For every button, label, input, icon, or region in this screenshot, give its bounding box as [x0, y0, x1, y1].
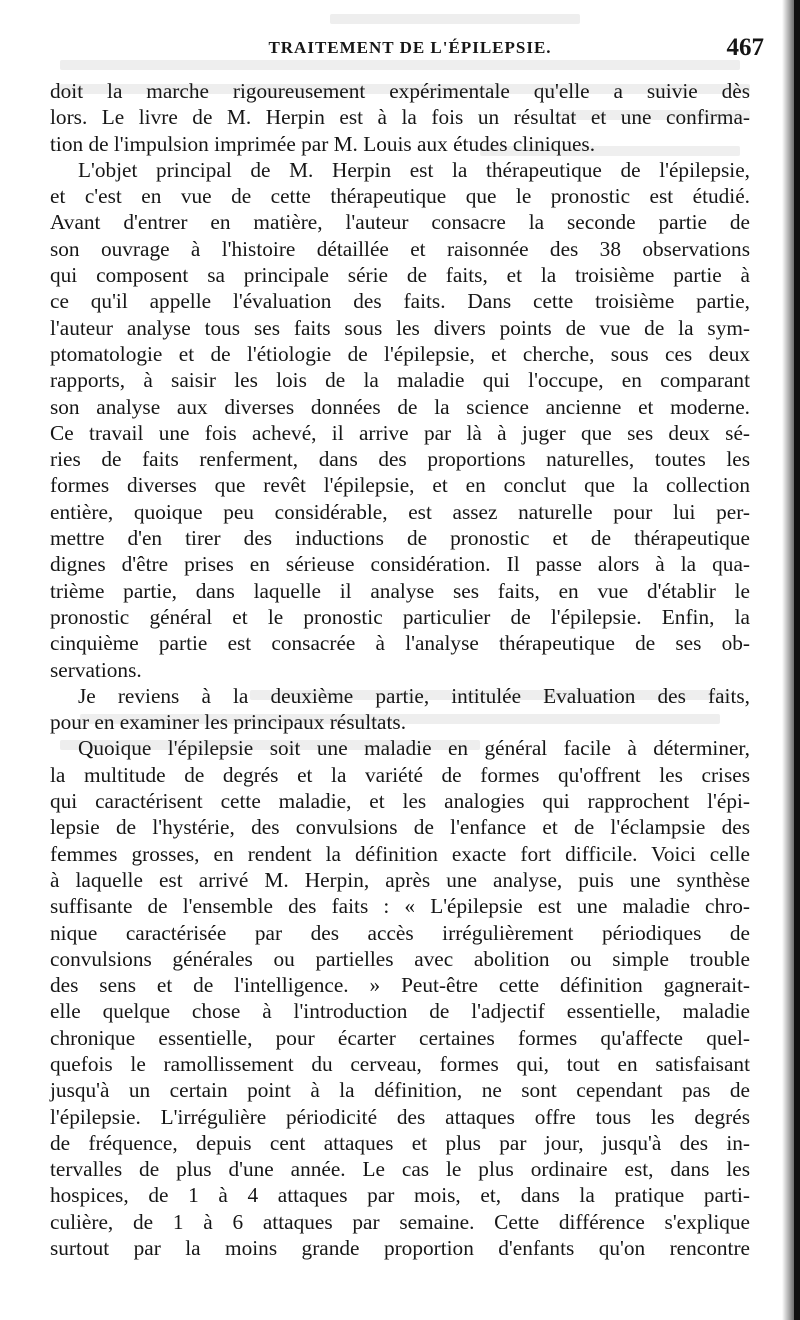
- text-line: qui composent sa principale série de faits, et la troisième partie à: [50, 263, 750, 288]
- text-line: pour en examiner les principaux résultats.: [50, 710, 407, 735]
- text-line: entière, quoique peu considérable, est assez naturelle pour lui per-: [50, 499, 750, 524]
- text-line: elle quelque chose à l'introduction de l'adjectif essentielle, maladie: [50, 999, 750, 1024]
- text-line: dignes d'être prises en sérieuse considération. Il passe alors à la qua-: [50, 552, 750, 577]
- text-line: convulsions générales ou partielles avec abolition ou simple trouble: [50, 946, 750, 971]
- text-line: ptomatologie et de l'étiologie de l'épilepsie, et cherche, sous ces deux: [50, 341, 750, 366]
- text-line: la multitude de degrés et la variété de formes qu'offrent les crises: [50, 762, 750, 787]
- text-line: son ouvrage à l'histoire détaillée et raisonnée des 38 observations: [50, 236, 750, 261]
- text-line: jusqu'à un certain point à la définition, ne sont cependant pas de: [50, 1078, 750, 1103]
- text-line: chronique essentielle, pour écarter certaines formes qu'affecte quel-: [50, 1025, 750, 1050]
- text-line: servations.: [50, 657, 142, 682]
- text-line: des sens et de l'intelligence. » Peut-être cette définition gagnerait-: [50, 973, 750, 998]
- text-line: son analyse aux diverses données de la science ancienne et moderne.: [50, 394, 750, 419]
- text-line: de fréquence, depuis cent attaques et plus par jour, jusqu'à des in-: [50, 1130, 750, 1155]
- text-line: ries de faits renferment, dans des proportions naturelles, toutes les: [50, 447, 750, 472]
- text-line: hospices, de 1 à 4 attaques par mois, et, dans la pratique parti-: [50, 1183, 750, 1208]
- text-line: L'objet principal de M. Herpin est la thérapeutique de l'épilepsie,: [78, 157, 750, 182]
- text-line: cinquième partie est consacrée à l'analyse thérapeutique de ses ob-: [50, 631, 750, 656]
- text-line: culière, de 1 à 6 attaques par semaine. Cette différence s'explique: [50, 1209, 750, 1234]
- text-line: Quoique l'épilepsie soit une maladie en général facile à déterminer,: [78, 736, 750, 761]
- text-line: suffisante de l'ensemble des faits : « L'épilepsie est une maladie chro-: [50, 894, 750, 919]
- text-line: surtout par la moins grande proportion d'enfants qu'on rencontre: [50, 1236, 750, 1261]
- text-line: trième partie, dans laquelle il analyse ses faits, en vue d'établir le: [50, 578, 750, 603]
- text-line: mettre d'en tirer des inductions de pronostic et de thérapeutique: [50, 526, 750, 551]
- text-line: formes diverses que revêt l'épilepsie, et en conclut que la collection: [50, 473, 750, 498]
- text-line: rapports, à saisir les lois de la maladie qui l'occupe, en comparant: [50, 368, 750, 393]
- page-edge: [794, 0, 800, 1320]
- text-line: ce qu'il appelle l'évaluation des faits. Dans cette troisième partie,: [50, 289, 750, 314]
- page-number: 467: [726, 34, 764, 61]
- text-line: doit la marche rigoureusement expérimentale qu'elle a suivie dès: [50, 79, 750, 103]
- text-line: l'épilepsie. L'irrégulière périodicité des attaques offre tous les degrés: [50, 1104, 750, 1129]
- text-line: qui caractérisent cette maladie, et les analogies qui rapprochent l'épi-: [50, 789, 750, 814]
- text-line: pronostic général et le pronostic particulier de l'épilepsie. Enfin, la: [50, 604, 750, 629]
- text-line: lepsie de l'hystérie, des convulsions de l'enfance et de l'éclampsie des: [50, 815, 750, 840]
- body-text: [50, 78, 750, 1261]
- page-header: [50, 34, 770, 74]
- text-line: Je reviens à la deuxième partie, intitulée Evaluation des faits,: [78, 683, 750, 708]
- text-line: femmes grosses, en rendent la définition exacte fort difficile. Voici celle: [50, 841, 750, 866]
- text-line: lors. Le livre de M. Herpin est à la fois un résultat et une confirma-: [50, 105, 750, 130]
- text-line: et c'est en vue de cette thérapeutique que le pronostic est étudié.: [50, 184, 750, 209]
- text-line: Ce travail une fois achevé, il arrive par là à juger que ses deux sé-: [50, 420, 750, 445]
- text-line: à laquelle est arrivé M. Herpin, après une analyse, puis une synthèse: [50, 867, 750, 892]
- text-line: quefois le ramollissement du cerveau, formes qui, tout en satisfaisant: [50, 1051, 750, 1076]
- text-line: tion de l'impulsion imprimée par M. Louis aux études cliniques.: [50, 131, 596, 156]
- text-line: l'auteur analyse tous ses faits sous les divers points de vue de la sym-: [50, 315, 750, 340]
- text-line: nique caractérisée par des accès irrégulièrement périodiques de: [50, 920, 750, 945]
- text-line: tervalles de plus d'une année. Le cas le plus ordinaire est, dans les: [50, 1157, 750, 1182]
- running-title: TRAITEMENT DE L'ÉPILEPSIE.: [268, 38, 552, 57]
- text-line: Avant d'entrer en matière, l'auteur consacre la seconde partie de: [50, 210, 750, 235]
